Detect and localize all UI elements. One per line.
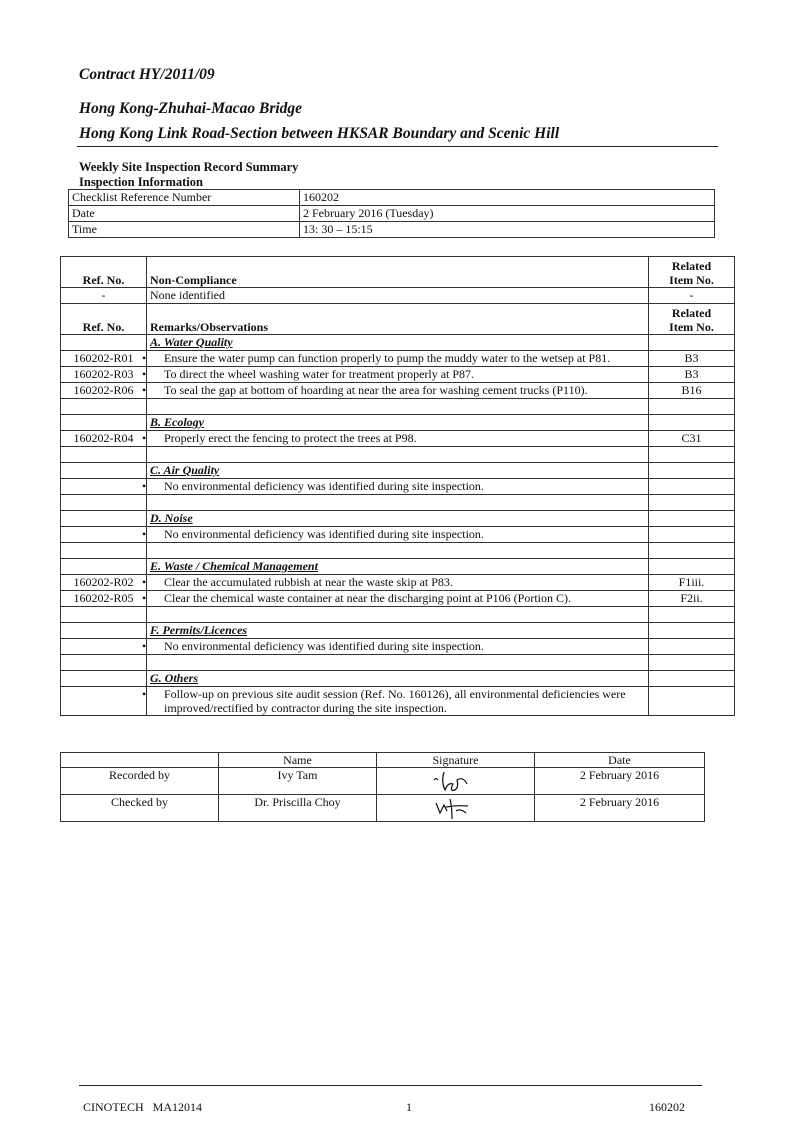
table-row [61,687,735,716]
section-permits-licences: F. Permits/Licences [147,623,649,639]
related-item: C31 [649,431,735,447]
signature-cell [377,795,535,822]
related-item: B3 [649,367,735,383]
table-row [61,479,735,495]
non-compliance-text: None identified [147,288,649,304]
observation-text: • Clear the accumulated rubbish at near the waste skip at P83. [150,575,645,589]
section-row [61,415,735,431]
observation-text: • To direct the wheel washing water for treatment properly at P87. [150,367,645,381]
observation-text: • No environmental deficiency was identified during site inspection. [150,527,645,541]
signoff-name: Dr. Priscilla Choy [219,795,377,822]
related-header-line1: Related [671,306,712,320]
ref-no: 160202-R04 [61,431,147,447]
observation [147,383,649,399]
observation [147,639,649,655]
table-row [61,383,735,399]
project-name: Hong Kong-Zhuhai-Macao Bridge [79,100,303,117]
section-air-quality: C. Air Quality [147,463,649,479]
observation-text: • Ensure the water pump can function properly to pump the muddy water to the wetsep at P81. [150,351,645,365]
ref-no-header: Ref. No. [61,257,147,288]
section-waste-chemical: E. Waste / Chemical Management [147,559,649,575]
section-others: G. Others [147,671,649,687]
observation [147,527,649,543]
observation [147,367,649,383]
signoff-header-row [61,753,705,768]
name-header: Name [219,753,377,768]
table-row [61,575,735,591]
observation-text: • Clear the chemical waste container at near the discharging point at P106 (Portion C). [150,591,645,605]
related-item-header [649,257,735,288]
related-item: F1iii. [649,575,735,591]
observation [147,351,649,367]
section-row [61,559,735,575]
table-header-row [61,257,735,288]
section-ecology: B. Ecology [147,415,649,431]
signoff-table [60,752,705,822]
info-value: 2 February 2016 (Tuesday) [300,206,715,222]
related-item: - [649,288,735,304]
observation [147,687,649,716]
related-header-line1: Related [671,259,712,273]
section-water-quality: A. Water Quality [147,335,649,351]
signoff-role: Recorded by [61,768,219,795]
table-row [61,288,735,304]
related-item: B3 [649,351,735,367]
table-header-row [61,304,735,335]
header-rule [77,146,718,147]
info-value: 13: 30 – 15:15 [300,222,715,238]
footer-reference: 160202 [649,1100,685,1114]
record-title: Weekly Site Inspection Record Summary [79,160,299,174]
related-header-line2: Item No. [669,320,714,334]
table-row [61,639,735,655]
observation-text: • No environmental deficiency was identified during site inspection. [150,479,645,493]
table-row [61,527,735,543]
observations-table [60,256,735,716]
info-row [69,206,715,222]
footer-rule [79,1085,702,1086]
ref-no: 160202-R06 [61,383,147,399]
section-row [61,511,735,527]
signature-cell [377,768,535,795]
ref-no: 160202-R03 [61,367,147,383]
signature-priscilla-choy [426,795,486,821]
section-noise: D. Noise [147,511,649,527]
ref-no-header: Ref. No. [61,304,147,335]
section-row [61,463,735,479]
related-item-header [649,304,735,335]
related-item: B16 [649,383,735,399]
empty-row [61,495,735,511]
non-compliance-header: Non-Compliance [147,257,649,288]
signoff-date: 2 February 2016 [535,795,705,822]
empty-row [61,655,735,671]
observation [147,591,649,607]
observation [147,575,649,591]
ref-no: 160202-R01 [61,351,147,367]
ref-no: 160202-R05 [61,591,147,607]
table-row [61,367,735,383]
info-label: Date [69,206,300,222]
info-row [69,222,715,238]
signature-ivy-tam [426,768,486,794]
ref-no: 160202-R02 [61,575,147,591]
related-header-line2: Item No. [669,273,714,287]
empty-row [61,447,735,463]
section-row [61,671,735,687]
observation [147,479,649,495]
signoff-role: Checked by [61,795,219,822]
date-header: Date [535,753,705,768]
observation-text: • Follow-up on previous site audit session (Ref. No. 160126), all environmental deficiencies were improved/rectified by contractor during the site inspection. [150,687,645,715]
related-item: F2ii. [649,591,735,607]
signoff-date: 2 February 2016 [535,768,705,795]
section-row [61,335,735,351]
empty-row [61,399,735,415]
table-row [61,351,735,367]
footer-company: CINOTECH MA12014 [83,1100,202,1114]
observation-text: • No environmental deficiency was identified during site inspection. [150,639,645,653]
signoff-row [61,795,705,822]
empty-row [61,543,735,559]
signoff-row [61,768,705,795]
page-number: 1 [406,1100,412,1114]
remarks-header: Remarks/Observations [147,304,649,335]
empty-row [61,607,735,623]
info-label: Checklist Reference Number [69,190,300,206]
signoff-name: Ivy Tam [219,768,377,795]
info-title: Inspection Information [79,175,203,189]
observation-text: • Properly erect the fencing to protect the trees at P98. [150,431,645,445]
observation [147,431,649,447]
signature-header: Signature [377,753,535,768]
info-value: 160202 [300,190,715,206]
observation-text: • To seal the gap at bottom of hoarding at near the area for washing cement trucks (P110). [150,383,645,397]
table-row [61,431,735,447]
info-row [69,190,715,206]
ref-no: - [61,288,147,304]
section-row [61,623,735,639]
project-section: Hong Kong Link Road-Section between HKSAR Boundary and Scenic Hill [79,125,560,142]
inspection-info-table [68,189,715,238]
info-label: Time [69,222,300,238]
contract-number: Contract HY/2011/09 [79,66,215,83]
table-row [61,591,735,607]
